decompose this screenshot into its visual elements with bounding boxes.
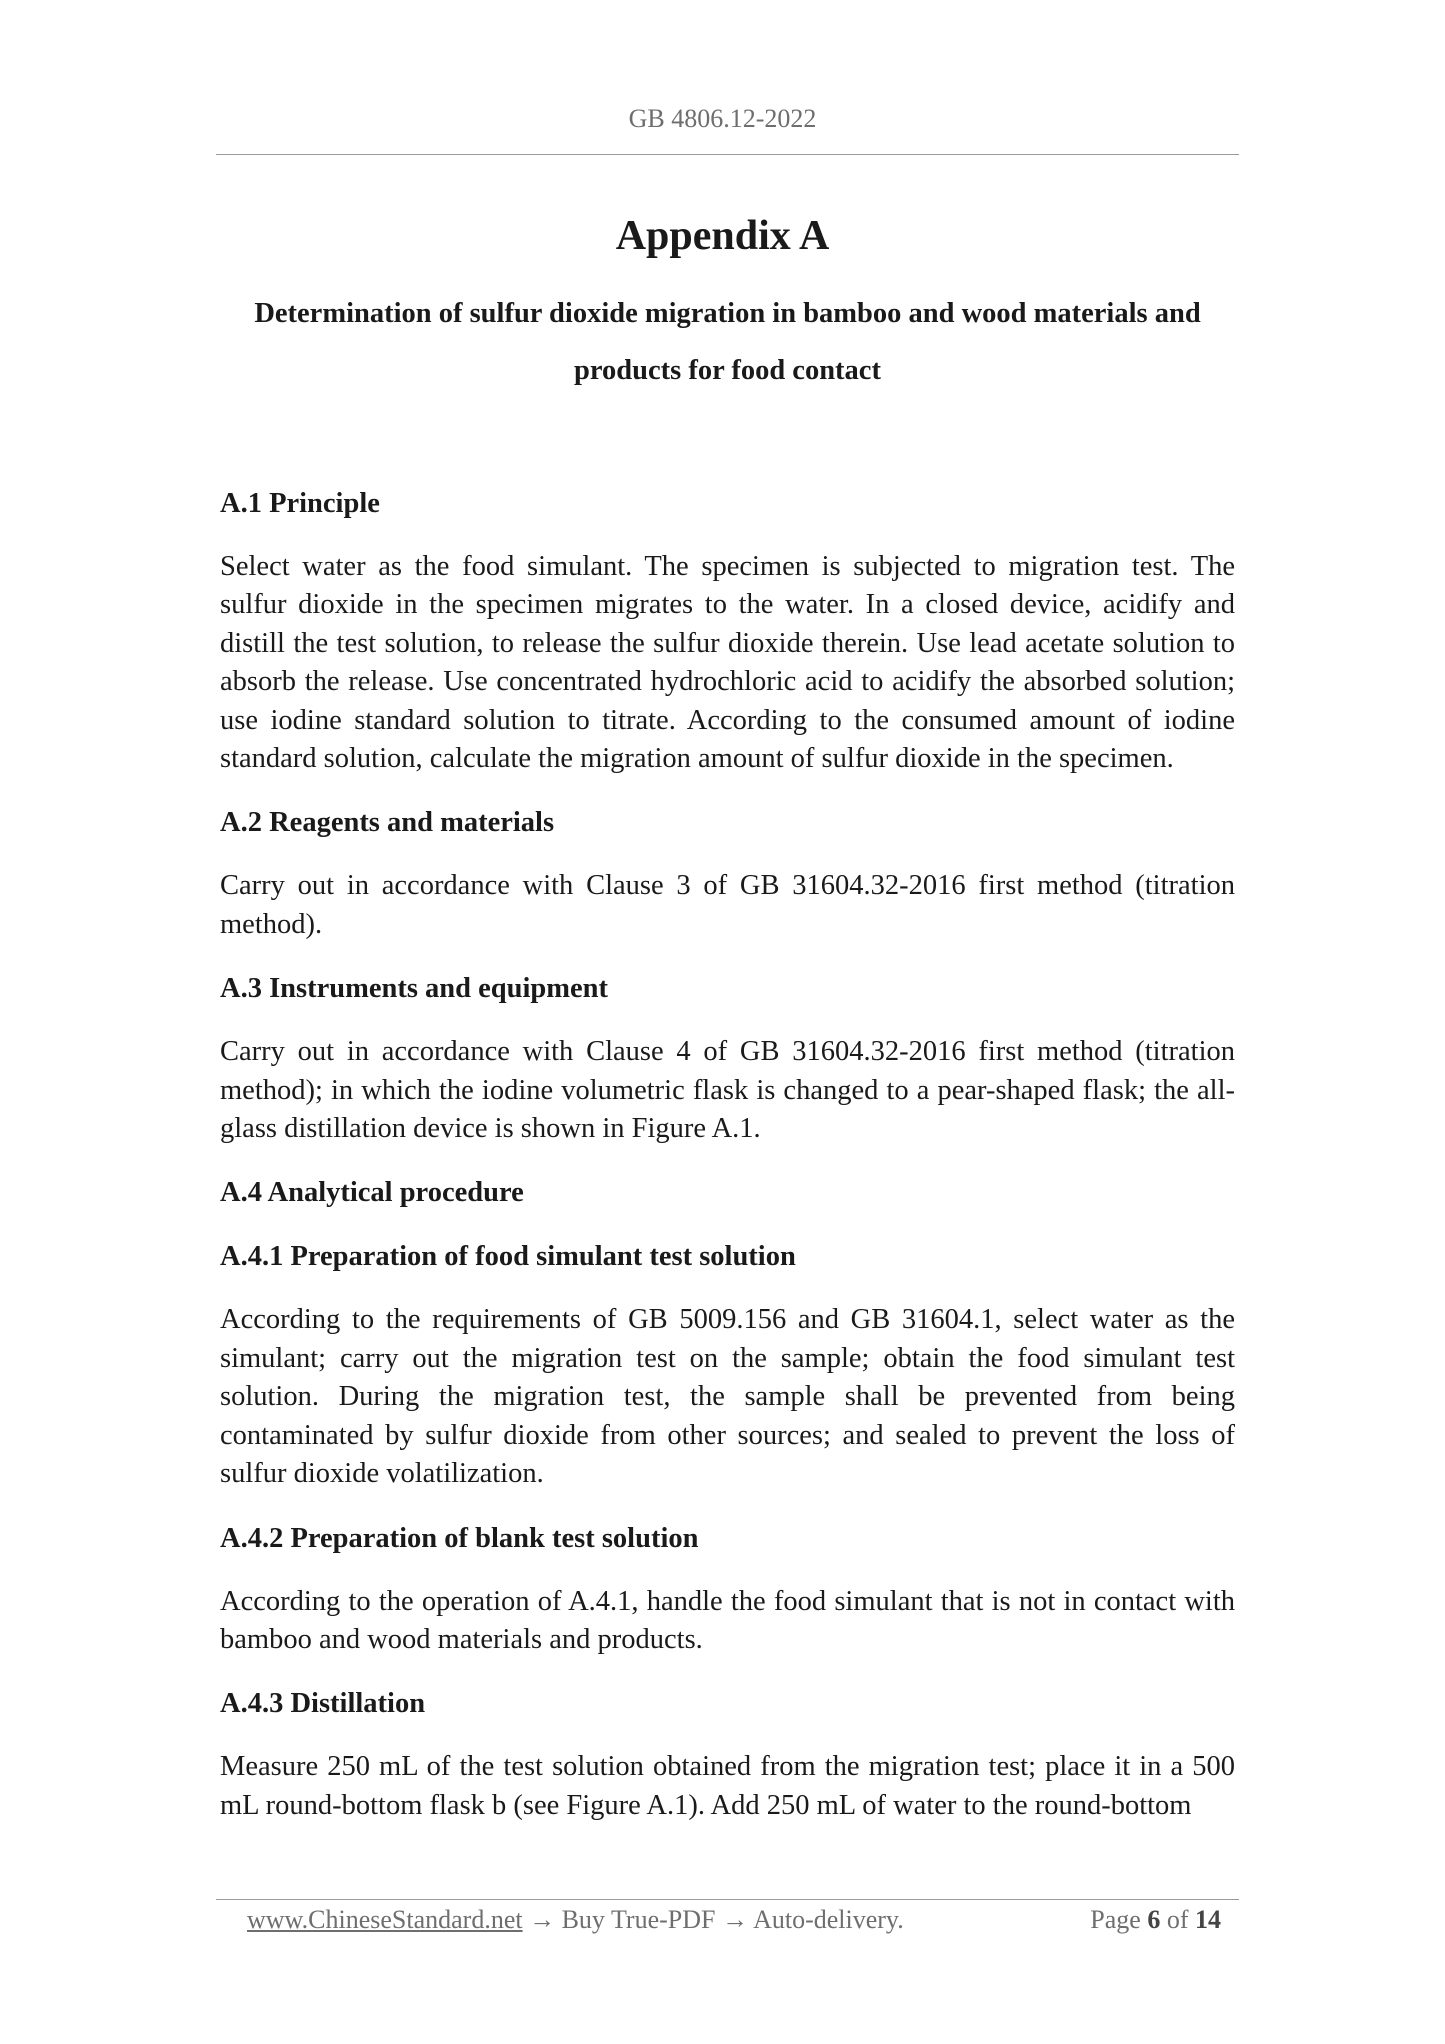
section-paragraph: Carry out in accordance with Clause 3 of GB 31604.32-2016 first method (titration method). (220, 870, 1235, 940)
header-rule (216, 154, 1239, 155)
appendix-subtitle: Determination of sulfur dioxide migration in bamboo and wood materials and products for food contact (254, 298, 1201, 386)
section-heading: A.1 Principle (220, 488, 380, 519)
appendix-title: Appendix A (615, 213, 830, 259)
footer-rule (216, 1899, 1239, 1900)
page-current: 6 (1147, 1905, 1161, 1934)
section-paragraph: Measure 250 mL of the test solution obtained from the migration test; place it in a 500 mL round-bottom flask b (see Figure A.1). Add 250 mL of water to the round-bottom (220, 1751, 1235, 1821)
page-label: Page (1090, 1905, 1141, 1934)
section-heading: A.2 Reagents and materials (220, 807, 555, 839)
section-heading: A.4.3 Distillation (220, 1688, 426, 1720)
section-heading: A.4.1 Preparation of food simulant test solution (220, 1241, 796, 1273)
arrow-icon: → (529, 1905, 556, 1934)
page-number (1090, 1905, 1221, 1935)
arrow-icon: → (722, 1905, 748, 1934)
document-body (220, 484, 1235, 1850)
page-of: of (1166, 1905, 1189, 1934)
buy-true-pdf-text: Buy True-PDF (561, 1905, 716, 1934)
section-heading: A.3 Instruments and equipment (220, 973, 608, 1005)
section-paragraph: According to the operation of A.4.1, handle the food simulant that is not in contact with bamboo and wood materials and products. (220, 1585, 1235, 1655)
section-heading: A.4 Analytical procedure (220, 1177, 524, 1209)
section-paragraph: According to the requirements of GB 5009.156 and GB 31604.1, select water as the simulant; carry out the migration test on the sample; obtain the food simulant test solution. During the migration test, the sample shall be prevented from being contaminated by sulfur dioxide from other sources; and sealed to prevent the loss of sulfur dioxide volatilization. (220, 1304, 1235, 1490)
section-heading: A.4.2 Preparation of blank test solution (220, 1522, 699, 1554)
site-link[interactable]: www.ChineseStandard.net (247, 1905, 523, 1934)
page-header: GB 4806.12-2022 (628, 104, 817, 133)
section-paragraph: Select water as the food simulant. The specimen is subjected to migration test. The sulfur dioxide in the specimen migrates to the water. In a closed device, acidify and distill the test solution, to release the sulfur dioxide therein. Use lead acetate solution to absorb the release. Use concentrated hydrochloric acid to acidify the absorbed solution; use iodine standard solution to titrate. According to the consumed amount of iodine standard solution, calculate the migration amount of sulfur dioxide in the specimen. (220, 551, 1235, 775)
section-paragraph: Carry out in accordance with Clause 4 of GB 31604.32-2016 first method (titration method); in which the iodine volumetric flask is changed to a pear-shaped flask; the all-glass distillation device is shown in Figure A.1. (220, 1036, 1235, 1145)
page-footer (247, 1905, 1221, 1945)
page-total: 14 (1195, 1905, 1221, 1934)
auto-delivery-text: Auto-delivery. (753, 1905, 904, 1934)
